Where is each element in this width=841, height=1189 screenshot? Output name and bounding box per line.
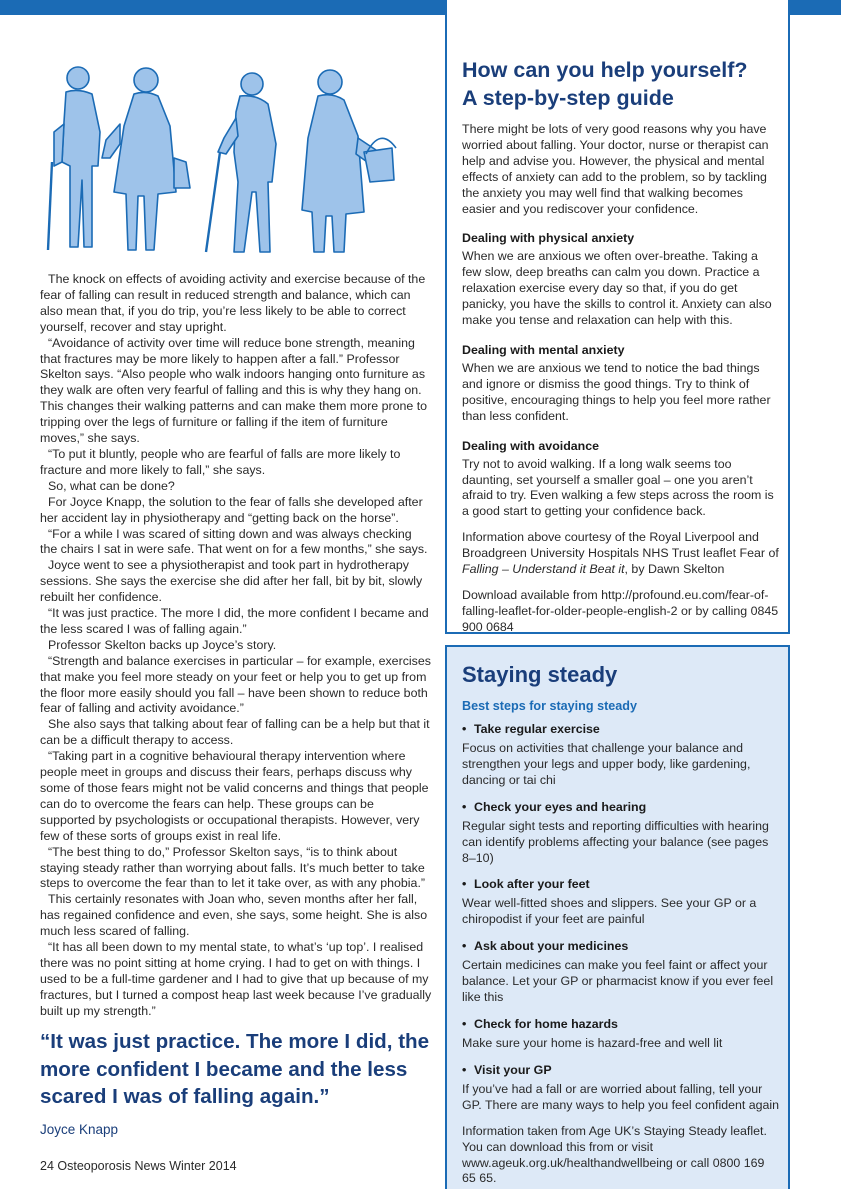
- help-box-subtitle: A step-by-step guide: [462, 86, 674, 110]
- article-paragraph: The knock on effects of avoiding activity and exercise because of the fear of falling can result in reduced strength and balance, which can also mean that, if you do trip, you’re less likely to be able to correct yourself, recover and stay upright.: [40, 272, 426, 334]
- help-box-title: How can you help yourself?: [462, 58, 748, 82]
- section-text: When we are anxious we tend to notice the bad things and ignore or dismiss the good things. Try to think of positive, encouraging things to help you feel more rather than less confident.: [462, 360, 771, 423]
- article-paragraph: “Taking part in a cognitive behavioural therapy intervention where people meet in groups and discuss their fears, perhaps discuss why some of those fears might not be valid concerns and things that people can do to overcome the fears can help. These groups can be supported by psychologists or occupational therapists. However, very few of these sorts of groups exist in real life.: [40, 749, 429, 843]
- section-text: When we are anxious we often over-breathe. Taking a few slow, deep breaths can calm you down. Practice a relaxation exercise every day so that, if you do get panicky, you have the skills to control it. Anxiety can also make you tense and relaxation can help with this.: [462, 249, 772, 328]
- figure-woman-with-basket: [302, 70, 396, 252]
- section-heading: Dealing with mental anxiety: [462, 342, 625, 357]
- article-paragraph: “For a while I was scared of sitting down and was always checking the chairs I sat in were safe. That went on for a few months,” she says.: [40, 526, 428, 557]
- credit-leaflet-title: Falling – Understand it Beat it: [462, 562, 625, 577]
- download-text: Download available from http://profound.eu.com/fear-of-falling-leaflet-for-older-people-english-2 or by calling 0845 900 0684: [462, 587, 779, 634]
- bullet-heading: • Ask about your medicines: [462, 939, 629, 954]
- bullet-text: If you’ve had a fall or are worried about falling, tell your GP. There are many ways to help you feel confident again: [462, 1081, 780, 1112]
- staying-steady-box: [445, 645, 790, 1189]
- article-paragraph: “It has all been down to my mental state, to what’s ‘up top’. I realised there was no point sitting at home crying. I had to get on with things. I used to be a full-time gardener and I had to give that up because of my fractures, but I turned a compost heap last week because I’ve gradually built up my strength.”: [40, 940, 432, 1018]
- credit-suffix: , by Dawn Skelton: [624, 562, 725, 577]
- article-paragraph: “Avoidance of activity over time will reduce bone strength, meaning that fractures may be more likely to happen after a fall.” Professor Skelton says. “Also people who walk indoors hanging onto furniture as they walk are often very fearful of falling and this is why they hang on. This changes their walking patterns and can make them more prone to tripping over the legs of furniture or falling if the item of furniture moves,” she says.: [40, 335, 428, 446]
- article-body: [40, 272, 432, 1020]
- elderly-people-illustration: [40, 62, 420, 262]
- section-heading: Dealing with avoidance: [462, 438, 600, 453]
- article-paragraph: This certainly resonates with Joan who, seven months after her fall, has regained confidence and even, she says, some height. She is also much less scared of falling.: [40, 892, 428, 939]
- article-paragraph: Joyce went to see a physiotherapist and took part in hydrotherapy sessions. She says the exercise she did after her fall, bit by bit, slowly rebuilt her confidence.: [40, 558, 423, 605]
- article-paragraph: “It was just practice. The more I did, the more confident I became and the less scared I was of falling again.”: [40, 606, 429, 636]
- bullet-icon: •: [462, 722, 467, 736]
- section-text: Try not to avoid walking. If a long walk seems too daunting, set yourself a smaller goal – one you aren’t afraid to try. Even walking a few steps across the room is a good start to getting your confidence back.: [462, 456, 774, 519]
- figure-woman-with-bag: [102, 68, 190, 250]
- article-paragraph: For Joyce Knapp, the solution to the fear of falls she developed after her accident lay in physiotherapy and “getting back on the horse”.: [40, 494, 423, 525]
- bullet-text: Certain medicines can make you feel faint or affect your balance. Let your GP or pharmacist know if you ever feel like this: [462, 958, 774, 1005]
- bullet-icon: •: [462, 1016, 467, 1031]
- bullet-text: Make sure your home is hazard-free and well lit: [462, 1035, 723, 1050]
- steady-source-text: Information taken from Age UK’s Staying Steady leaflet. You can download this from or visit www.ageuk.org.uk/healthandwellbeing or call 0800 169 65 65.: [462, 1123, 767, 1186]
- article-paragraph: Professor Skelton backs up Joyce’s story.: [48, 637, 277, 652]
- article-paragraph: “Strength and balance exercises in particular – for example, exercises that make you feel more steady on your feet or help you to get up from the floor more easily should you fall – have been shown to reduce both fear of falling and activity avoidance.”: [40, 653, 431, 716]
- bullet-heading: • Look after your feet: [462, 877, 590, 892]
- article-paragraph: “The best thing to do,” Professor Skelton says, “is to think about staying steady rather than worrying about falls. It’s much better to take steps to overcome the fear than to let it take over, as with any phobia.”: [40, 844, 426, 891]
- article-paragraph: So, what can be done?: [48, 478, 175, 493]
- bullet-icon: •: [462, 939, 467, 954]
- bullet-icon: •: [462, 1062, 467, 1077]
- help-box-intro: There might be lots of very good reasons why you have worried about falling. Your doctor, nurse or therapist can help and advise you. However, the physical and mental effects of anxiety can add to the problem, so by tackling the anxiety you may well find that walking becomes easier and you rediscover your confidence.: [462, 122, 769, 216]
- help-yourself-box: [445, 0, 790, 634]
- bullet-text: Wear well-fitted shoes and slippers. See your GP or a chiropodist if your feet are painful: [462, 896, 757, 927]
- bullet-icon: •: [462, 877, 467, 892]
- bullet-icon: •: [462, 799, 467, 814]
- figure-man-with-cane: [48, 67, 100, 250]
- bullet-text: Regular sight tests and reporting difficulties with hearing can identify problems affecting your balance (see pages 8–10): [462, 818, 769, 865]
- bullet-heading: • Take regular exercise: [462, 722, 600, 736]
- steady-box-subtitle: Best steps for staying steady: [462, 699, 637, 713]
- pull-quote-author: Joyce Knapp: [40, 1122, 119, 1137]
- bullet-heading: • Check your eyes and hearing: [462, 799, 647, 814]
- article-paragraph: She also says that talking about fear of falling can be a help but that it can be a difficult therapy to access.: [40, 717, 430, 748]
- section-heading: Dealing with physical anxiety: [462, 231, 635, 246]
- article-paragraph: “To put it bluntly, people who are fearful of falls are more likely to fracture and more likely to fall,” she says.: [40, 446, 401, 477]
- credit-prefix: Information above courtesy of the Royal Liverpool and Broadgreen University Hospitals NHS Trust leaflet Fear of: [462, 530, 779, 561]
- bullet-text: Focus on activities that challenge your balance and strengthen your legs and upper body, like gardening, dancing or tai chi: [462, 741, 751, 787]
- pull-quote: “It was just practice. The more I did, the more confident I became and the less scared I was of falling again.”: [40, 1030, 430, 1108]
- page-footer: 24 Osteoporosis News Winter 2014: [40, 1159, 237, 1173]
- bullet-heading: • Check for home hazards: [462, 1016, 618, 1031]
- figure-hunched-man-with-stick: [206, 73, 276, 252]
- bullet-heading: • Visit your GP: [462, 1062, 552, 1077]
- steady-box-title: Staying steady: [462, 662, 618, 687]
- credit-text: [462, 530, 780, 578]
